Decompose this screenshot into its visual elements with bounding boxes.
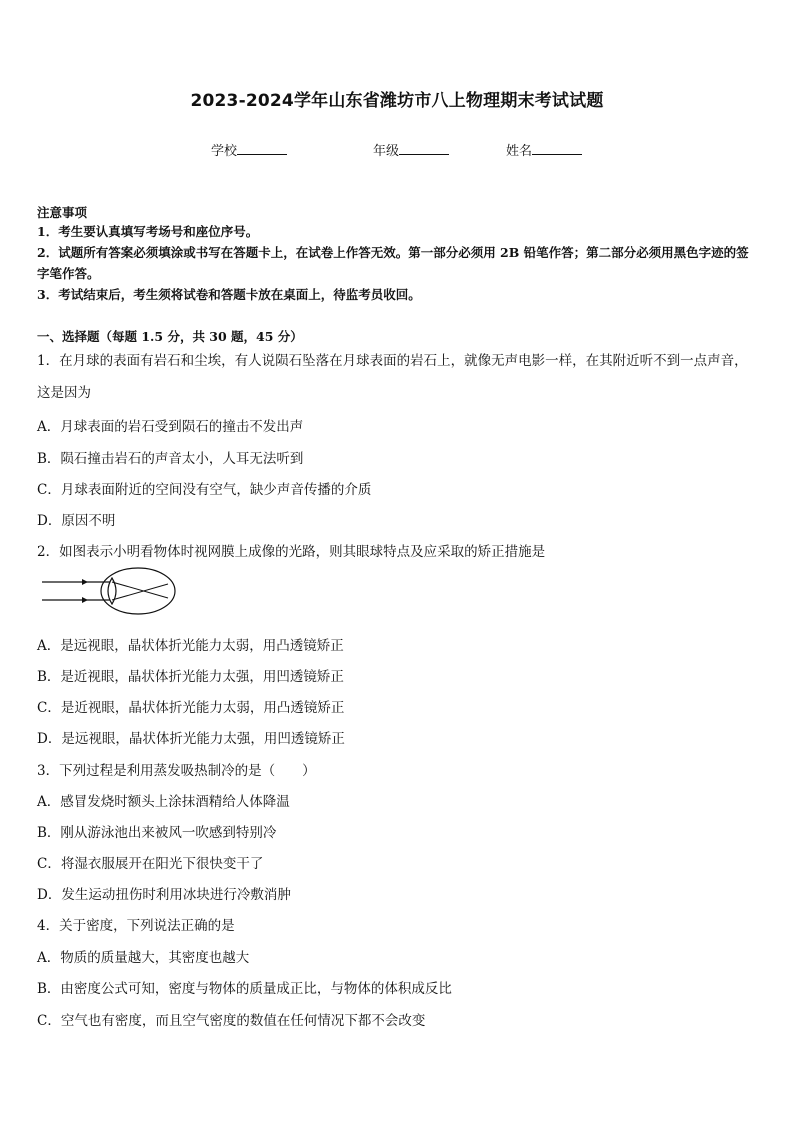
eye-diagram [40, 566, 180, 616]
name-field [506, 140, 582, 159]
school-field [211, 140, 287, 159]
q2-option-a[interactable]: A．是远视眼，晶状体折光能力太弱，用凸透镜矫正 [37, 638, 344, 654]
name-blank[interactable] [532, 142, 582, 155]
notice-item: 2．试题所有答案必须填涂或书写在答题卡上，在试卷上作答无效。第一部分必须用 2B 铅笔作答；第二部分必须用黑色字迹的签字笔作答。 [37, 245, 749, 281]
school-blank[interactable] [237, 142, 287, 155]
school-label: 学校 [211, 144, 238, 159]
notice-heading: 注意事项 [37, 205, 88, 220]
q4-option-b[interactable]: B．由密度公式可知，密度与物体的质量成正比，与物体的体积成反比 [37, 981, 452, 997]
notice-item: 3．考试结束后，考生须将试卷和答题卡放在桌面上，待监考员收回。 [37, 287, 421, 302]
grade-blank[interactable] [399, 142, 449, 155]
arrow-icon [82, 597, 88, 603]
grade-field [373, 140, 449, 159]
q1-option-b[interactable]: B．陨石撞击岩石的声音太小，人耳无法听到 [37, 451, 304, 467]
name-label: 姓名 [506, 144, 533, 159]
q1-option-a[interactable]: A．月球表面的岩石受到陨石的撞击不发出声 [37, 419, 304, 435]
question-4-stem: 4．关于密度，下列说法正确的是 [37, 918, 235, 934]
notice-item: 1．考生要认真填写考场号和座位序号。 [37, 224, 259, 239]
question-1-stem: 1．在月球的表面有岩石和尘埃，有人说陨石坠落在月球表面的岩石上，就像无声电影一样，在其附近听不到一点声音，这是因为 [37, 353, 748, 401]
arrow-icon [82, 579, 88, 585]
refracted-ray [112, 584, 168, 600]
exam-title: 2023-2024学年山东省潍坊市八上物理期末考试试题 [190, 91, 604, 111]
q1-option-c[interactable]: C．月球表面附近的空间没有空气，缺少声音传播的介质 [37, 482, 372, 498]
grade-label: 年级 [373, 144, 400, 159]
q4-option-c[interactable]: C．空气也有密度，而且空气密度的数值在任何情况下都不会改变 [37, 1013, 426, 1029]
section-heading: 一、选择题（每题 1.5 分，共 30 题，45 分） [37, 329, 303, 344]
question-3-stem: 3．下列过程是利用蒸发吸热制冷的是（ ） [37, 763, 316, 779]
q3-option-a[interactable]: A．感冒发烧时额头上涂抹酒精给人体降温 [37, 794, 290, 810]
q3-option-c[interactable]: C．将湿衣服展开在阳光下很快变干了 [37, 856, 264, 872]
q1-option-d[interactable]: D．原因不明 [37, 513, 116, 529]
q2-option-b[interactable]: B．是近视眼，晶状体折光能力太强，用凹透镜矫正 [37, 669, 344, 685]
q3-option-b[interactable]: B．刚从游泳池出来被风一吹感到特别冷 [37, 825, 277, 841]
question-2-stem: 2．如图表示小明看物体时视网膜上成像的光路，则其眼球特点及应采取的矫正措施是 [37, 544, 546, 560]
refracted-ray [112, 582, 168, 598]
q2-option-d[interactable]: D．是远视眼，晶状体折光能力太强，用凹透镜矫正 [37, 731, 345, 747]
q2-option-c[interactable]: C．是近视眼，晶状体折光能力太弱，用凸透镜矫正 [37, 700, 345, 716]
q3-option-d[interactable]: D．发生运动扭伤时利用冰块进行冷敷消肿 [37, 887, 291, 903]
q4-option-a[interactable]: A．物质的质量越大，其密度也越大 [37, 950, 250, 966]
